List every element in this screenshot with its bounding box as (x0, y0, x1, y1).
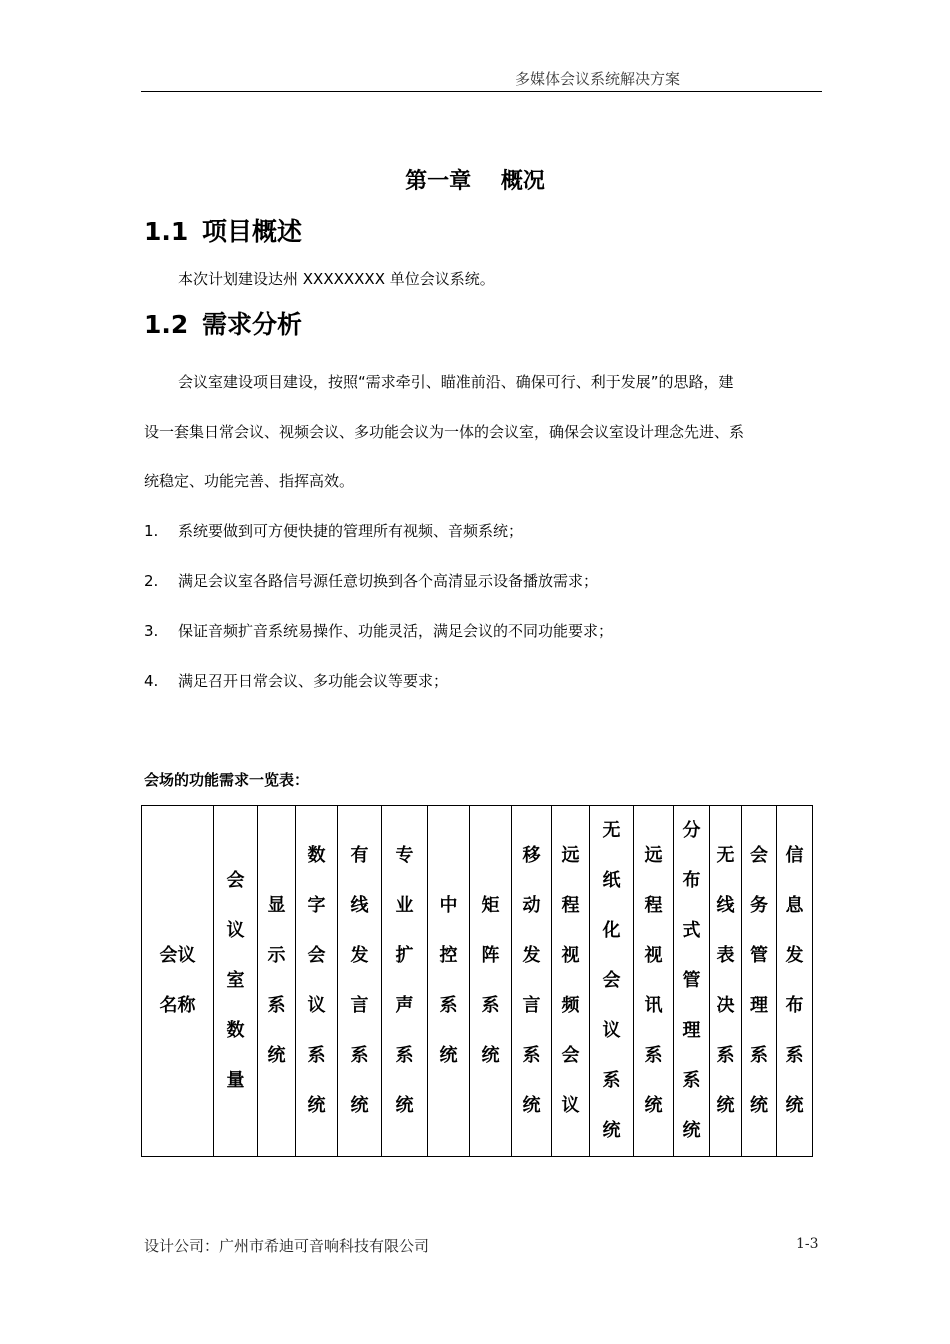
list-text: 满足会议室各路信号源任意切换到各个高清显示设备播放需求； (178, 572, 599, 590)
section-title: 项目概述 (202, 217, 303, 246)
table-header-cell: 显示系统 (258, 806, 296, 1157)
requirements-table (141, 805, 813, 1157)
table-header-cell: 无纸化会议系统 (590, 806, 634, 1157)
section-heading-1-2 (144, 305, 302, 341)
page-number: 1-3 (796, 1236, 819, 1252)
footer-company: 设计公司：广州市希迪可音响科技有限公司 (144, 1237, 430, 1255)
table-header-cell: 矩阵系统 (470, 806, 512, 1157)
list-item (144, 570, 598, 591)
table-caption: 会场的功能需求一览表： (144, 771, 310, 789)
table-header-cell: 中控系统 (428, 806, 470, 1157)
list-number: 4. (144, 672, 159, 690)
list-item (144, 620, 613, 641)
table-header-cell: 有线发言系统 (338, 806, 382, 1157)
table-header-cell: 分布式管理系统 (674, 806, 710, 1157)
section-title: 需求分析 (202, 310, 303, 339)
list-text: 保证音频扩音系统易操作、功能灵活，满足会议的不同功能要求； (178, 622, 614, 640)
table-header-row (142, 806, 813, 1157)
table-header-cell: 远程视频会议 (552, 806, 590, 1157)
requirements-line-3: 统稳定、功能完善、指挥高效。 (144, 472, 355, 490)
requirements-line-1: 会议室建设项目建设，按照“需求牵引、瞄准前沿、确保可行、利于发展”的思路，建 (178, 373, 734, 391)
list-item (144, 670, 448, 691)
table-header-cell: 会务管理系统 (742, 806, 777, 1157)
table-header-cell: 会议名称 (142, 806, 214, 1157)
list-item (144, 520, 523, 541)
list-number: 2. (144, 572, 159, 590)
list-number: 3. (144, 622, 159, 640)
table-header-cell: 会议室数量 (214, 806, 258, 1157)
requirements-line-2: 设一套集日常会议、视频会议、多功能会议为一体的会议室，确保会议室设计理念先进、系 (144, 423, 745, 441)
header-rule (141, 91, 822, 92)
table-header-cell: 信息发布系统 (777, 806, 813, 1157)
table-header-cell: 专业扩声系统 (382, 806, 428, 1157)
overview-paragraph: 本次计划建设达州 XXXXXXXX 单位会议系统。 (178, 270, 495, 288)
list-text: 系统要做到可方便快捷的管理所有视频、音频系统； (178, 522, 524, 540)
section-number: 1.1 (144, 217, 189, 246)
table-header-cell: 数字会议系统 (296, 806, 338, 1157)
table-header-cell: 远程视讯系统 (634, 806, 674, 1157)
section-number: 1.2 (144, 310, 189, 339)
list-number: 1. (144, 522, 159, 540)
header-title: 多媒体会议系统解决方案 (515, 70, 681, 88)
section-heading-1-1 (144, 212, 302, 248)
chapter-title: 第一章 概况 (405, 169, 545, 194)
table-header-cell: 移动发言系统 (512, 806, 552, 1157)
table-header-cell: 无线表决系统 (710, 806, 742, 1157)
list-text: 满足召开日常会议、多功能会议等要求； (178, 672, 449, 690)
